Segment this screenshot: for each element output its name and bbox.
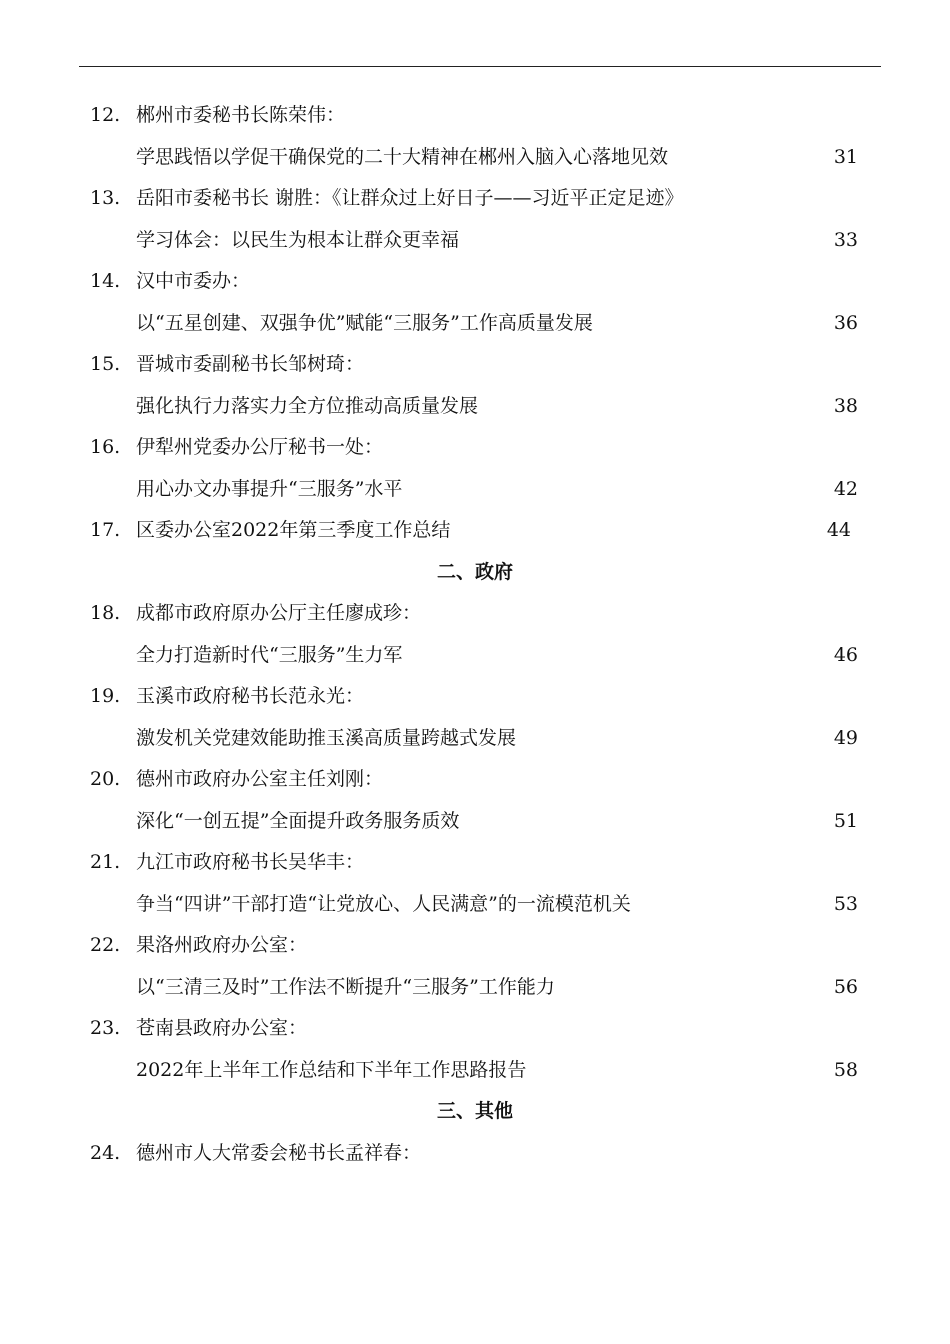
- entry-title: 区委办公室2022年第三季度工作总结: [136, 519, 451, 541]
- toc-entry-title[interactable]: [0, 1050, 950, 1092]
- entry-title: 2022年上半年工作总结和下半年工作思路报告: [136, 1058, 527, 1081]
- entry-page: 36: [833, 311, 858, 334]
- toc-entry-title[interactable]: [0, 137, 950, 179]
- entry-title: 以“五星创建、双强争优”赋能“三服务”工作高质量发展: [136, 311, 593, 334]
- toc-entry-author: [0, 842, 950, 884]
- entry-author: 德州市人大常委会秘书长孟祥春：: [136, 1141, 422, 1164]
- entry-author: 苍南县政府办公室：: [136, 1017, 308, 1039]
- entry-page: 49: [833, 726, 858, 749]
- toc-entry-author: [0, 261, 950, 303]
- toc-entry-author: [0, 427, 950, 469]
- entry-title: 学思践悟以学促干确保党的二十大精神在郴州入脑入心落地见效: [136, 145, 669, 168]
- entry-author: 玉溪市政府秘书长范永光：: [136, 685, 365, 707]
- toc-entry-author: [0, 593, 950, 635]
- entry-page: 53: [833, 892, 858, 915]
- entry-page: 38: [833, 394, 858, 417]
- entry-number: 20.: [90, 768, 121, 790]
- toc-entry-author: [0, 925, 950, 967]
- entry-number: 15.: [90, 353, 121, 375]
- entry-title: 用心办文办事提升“三服务”水平: [136, 477, 403, 500]
- toc-entry-author: [0, 178, 950, 220]
- entry-author: 郴州市委秘书长陈荣伟：: [136, 104, 346, 126]
- entry-author: 德州市政府办公室主任刘刚：: [136, 768, 384, 790]
- toc-entry-author: [0, 759, 950, 801]
- entry-title: 激发机关党建效能助推玉溪高质量跨越式发展: [136, 726, 517, 749]
- toc-entry-author: [0, 676, 950, 718]
- toc-entry-author: [0, 1008, 950, 1050]
- toc-entry-single[interactable]: [0, 510, 950, 552]
- section-heading-government: 二、政府: [436, 560, 513, 583]
- entry-number: 24.: [90, 1141, 121, 1164]
- header-rule: [79, 66, 881, 67]
- entry-page: 44: [826, 519, 851, 541]
- entry-page: 51: [833, 809, 858, 832]
- toc-entry-title[interactable]: [0, 303, 950, 345]
- toc-entry-title[interactable]: [0, 718, 950, 760]
- entry-number: 18.: [90, 602, 121, 624]
- entry-title: 深化“一创五提”全面提升政务服务质效: [136, 809, 460, 832]
- toc-entry-title[interactable]: [0, 635, 950, 677]
- entry-title: 以“三清三及时”工作法不断提升“三服务”工作能力: [136, 975, 555, 998]
- toc-entry-title[interactable]: [0, 967, 950, 1009]
- toc-entry-author: [0, 1133, 950, 1175]
- entry-page: 31: [833, 145, 858, 168]
- entry-author: 九江市政府秘书长吴华丰：: [136, 851, 365, 873]
- table-of-contents: [0, 95, 950, 1174]
- entry-number: 19.: [90, 685, 121, 707]
- entry-author: 晋城市委副秘书长邹树琦：: [136, 353, 365, 375]
- section-heading-other: 三、其他: [436, 1100, 513, 1122]
- toc-entry-author: [0, 95, 950, 137]
- toc-entry-title[interactable]: [0, 220, 950, 262]
- entry-author: 汉中市委办：: [136, 270, 251, 292]
- entry-number: 21.: [90, 851, 121, 873]
- entry-number: 22.: [90, 934, 121, 956]
- entry-number: 12.: [90, 104, 121, 126]
- entry-page: 46: [833, 643, 858, 666]
- entry-page: 58: [833, 1058, 858, 1081]
- entry-page: 33: [833, 228, 858, 251]
- entry-page: 42: [833, 477, 858, 500]
- entry-author: 果洛州政府办公室：: [136, 934, 308, 956]
- entry-page: 56: [833, 975, 858, 998]
- toc-entry-title[interactable]: [0, 469, 950, 511]
- entry-title: 争当“四讲”干部打造“让党放心、人民满意”的一流模范机关: [136, 892, 631, 915]
- entry-number: 17.: [90, 519, 121, 541]
- entry-author: 成都市政府原办公厅主任廖成珍：: [136, 602, 422, 624]
- entry-author: 岳阳市委秘书长 谢胜：《让群众过上好日子——习近平正定足迹》: [136, 187, 684, 209]
- entry-number: 13.: [90, 187, 121, 209]
- entry-title: 强化执行力落实力全方位推动高质量发展: [136, 394, 479, 417]
- toc-entry-title[interactable]: [0, 801, 950, 843]
- entry-author: 伊犁州党委办公厅秘书一处：: [136, 436, 384, 458]
- entry-number: 23.: [90, 1017, 121, 1039]
- toc-entry-title[interactable]: [0, 386, 950, 428]
- toc-entry-title[interactable]: [0, 884, 950, 926]
- toc-entry-author: [0, 344, 950, 386]
- entry-number: 14.: [90, 270, 121, 292]
- entry-title: 全力打造新时代“三服务”生力军: [136, 643, 403, 666]
- entry-title: 学习体会：以民生为根本让群众更幸福: [136, 228, 460, 251]
- entry-number: 16.: [90, 436, 121, 458]
